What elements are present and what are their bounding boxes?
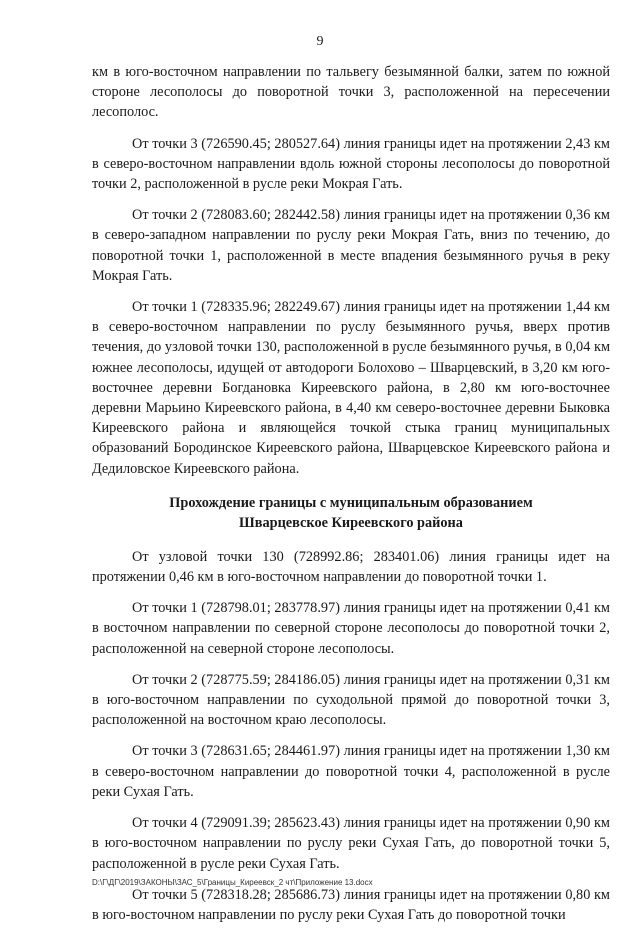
paragraph-s2-point-3: От точки 3 (728631.65; 284461.97) линия границы идет на протяжении 1,30 км в северо-восточном направлении до поворотной точки 4, расположенной в русле реки Сухая Гать. [92,743,610,800]
paragraph-s2-point-2: От точки 2 (728775.59; 284186.05) линия границы идет на протяжении 0,31 км в юго-восточном направлении по суходольной прямой до поворотной точки 3, расположенной на восточном краю лесополосы. [92,671,610,729]
section-heading [92,493,610,533]
file-path-footer: D:\Г\ДГ\2019\ЗАКОНЫ\ЗАС_5\Границы_Киреевск_2 чт\Приложение 13.docx [92,878,373,887]
document-body [92,62,610,936]
paragraph-s2-point-4: От точки 4 (729091.39; 285623.43) линия границы идет на протяжении 0,90 км в юго-восточном направлении по руслу реки Сухая Гать, до поворотной точки 5, расположенной в русле реки Сухая Гать. [92,815,610,872]
paragraph-s2-point-5: От точки 5 (728318.28; 285686.73) линия границы идет на протяжении 0,80 км в юго-восточном направлении по руслу реки Сухая Гать до поворотной точки [92,886,610,923]
paragraph-node-130: От узловой точки 130 (728992.86; 283401.06) линия границы идет на протяжении 0,46 км в юго-восточном направлении до поворотной точки 1. [92,548,610,586]
paragraph-s2-point-1: От точки 1 (728798.01; 283778.97) линия границы идет на протяжении 0,41 км в восточном направлении по северной стороне лесополосы до поворотной точки 2, расположенной на северной стороне лесополосы. [92,600,610,657]
section-heading-line-1: Прохождение границы с муниципальным образованием [169,494,533,511]
section-heading-line-2: Шварцевское Киреевского района [239,514,463,531]
paragraph-point-1: От точки 1 (728335.96; 282249.67) линия границы идет на протяжении 1,44 км в северо-восточном направлении по руслу безымянного ручья, вверх против течения, до узловой точки 130, расположенной в русле безымянного ручья, в 0,04 км южнее лесополосы, идущей от автодороги Болохово – Шварцевский, в 3,20 км юго-восточнее деревни Богдановка Киреевского района, в 2,80 км юго-восточнее деревни Марьино Киреевского района, в 4,40 км северо-восточнее деревни Быковка Киреевского района и являющейся точкой стыка границ муниципальных образований Бородинское Киреевского района, Шварцевское Киреевского района и Дедиловское Киреевского района. [92,299,610,477]
paragraph-point-3: От точки 3 (726590.45; 280527.64) линия границы идет на протяжении 2,43 км в северо-восточном направлении вдоль южной стороны лесополосы до поворотной точки 2, расположенной в русле реки Мокрая Гать. [92,135,610,193]
paragraph-continuation: км в юго-восточном направлении по тальвегу безымянной балки, затем по южной стороне лесополосы до поворотной точки 3, расположенной на пересечении лесополос. [92,64,610,121]
paragraph-point-2: От точки 2 (728083.60; 282442.58) линия границы идет на протяжении 0,36 км в северо-западном направлении по руслу реки Мокрая Гать, вниз по течению, до поворотной точки 1, расположенной в месте впадения безымянного ручья в реку Мокрая Гать. [92,207,610,284]
page-number: 9 [316,34,324,49]
